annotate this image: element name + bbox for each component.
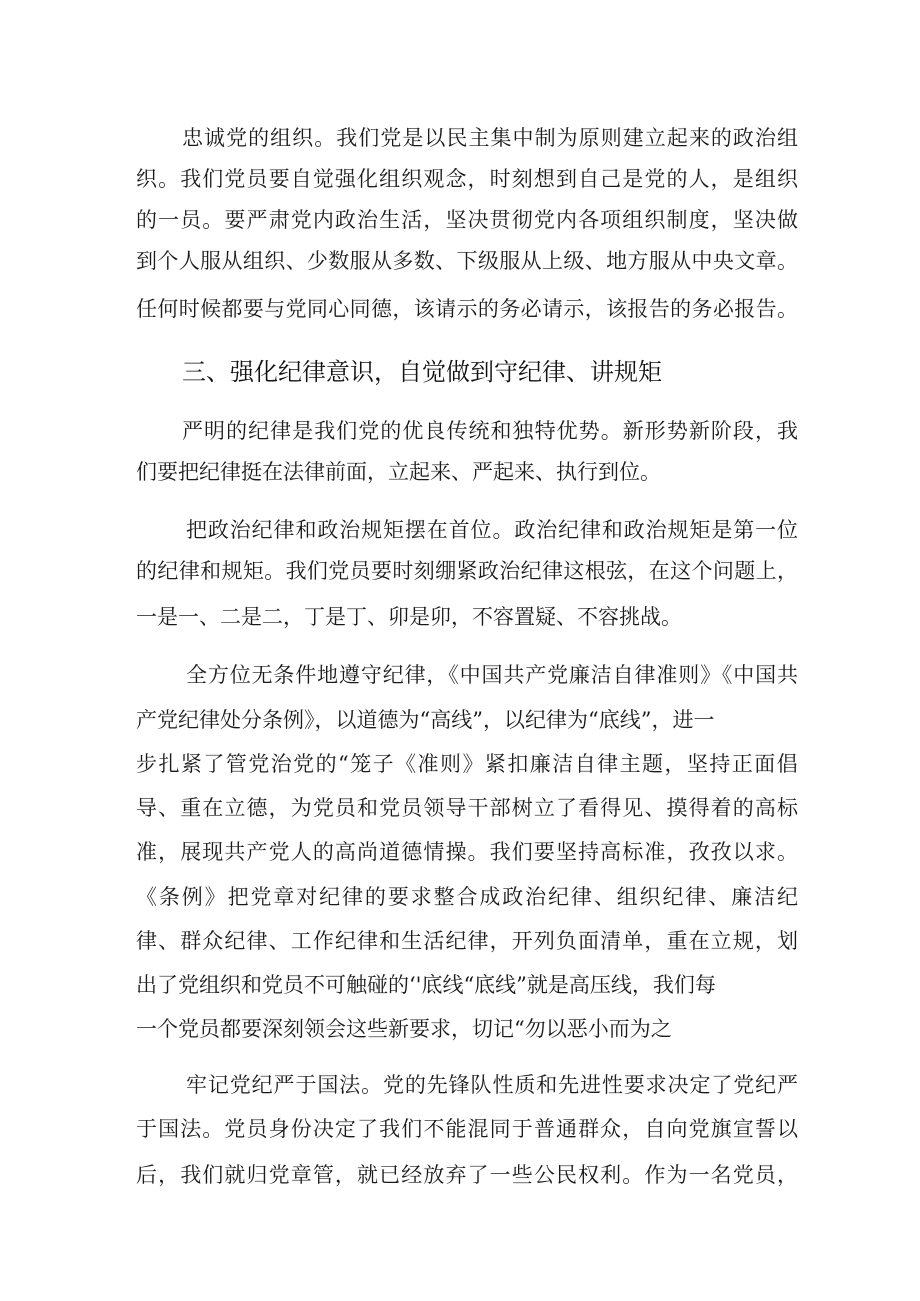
paragraph-3-line: 一是一、二是二，丁是丁、卯是卯，不容置疑、不容挑战。 (136, 605, 682, 629)
paragraph-3-line: 的纪律和规矩。我们党员要时刻绷紧政治纪律这根弦，在这个问题上， (136, 559, 799, 583)
paragraph-2-line: 们要把纪律挺在法律前面，立起来、严起来、执行到位。 (136, 460, 661, 484)
paragraph-4-line: 产党纪律处分条例》，以道德为“高线”，以纪律为“底线”，进一 (136, 708, 715, 732)
paragraph-4-line: 律、群众纪律、工作纪律和生活纪律，开列负面清单，重在立规，划 (136, 929, 800, 953)
section-heading: 三、强化纪律意识，自觉做到守纪律、讲规矩 (182, 358, 662, 386)
paragraph-5-line: 于国法。党员身份决定了我们不能混同于普通群众，自向党旗宣誓以 (136, 1117, 800, 1141)
paragraph-2-line: 严明的纪律是我们党的优良传统和独特优势。新形势新阶段，我 (182, 419, 800, 443)
paragraph-4-line: 步扎紧了管党治党的“笼子《准则》紧扣廉洁自律主题，坚持正面倡 (136, 752, 800, 776)
paragraph-4-line: 导、重在立德，为党员和党员领导干部树立了看得见、摸得着的高标 (136, 796, 800, 820)
paragraph-4-line: 全方位无条件地遵守纪律，《中国共产党廉洁自律准则》《中国共 (186, 663, 799, 687)
paragraph-4-line: 一个党员都要深刻领会这些新要求，切记“勿以恶小而为之 (136, 1017, 672, 1041)
paragraph-4-line: 《条例》把党章对纪律的要求整合成政治纪律、组织纪律、廉洁纪 (136, 885, 800, 909)
paragraph-1-line: 忠诚党的组织。我们党是以民主集中制为原则建立起来的政治组 (182, 126, 800, 150)
paragraph-1-line: 织。我们党员要自觉强化组织观念，时刻想到自己是党的人，是组织 (136, 167, 800, 191)
paragraph-5-line: 牢记党纪严于国法。党的先锋队性质和先进性要求决定了党纪严 (186, 1073, 799, 1097)
paragraph-3-line: 把政治纪律和政治规矩摆在首位。政治纪律和政治规矩是第一位 (186, 518, 799, 542)
paragraph-1-line: 任何时候都要与党同心同德，该请示的务必请示，该报告的务必报告。 (136, 297, 799, 321)
paragraph-5-line: 后，我们就归党章管，就已经放弃了一些公民权利。作为一名党员， (136, 1163, 800, 1187)
paragraph-4-line: 出了党组织和党员不可触碰的‘'底线“底线”就是高压线，我们每 (136, 973, 716, 997)
paragraph-1-line: 到个人服从组织、少数服从多数、下级服从上级、地方服从中央文章。 (136, 249, 799, 273)
paragraph-1-line: 的一员。要严肃党内政治生活，坚决贯彻党内各项组织制度，坚决做 (136, 208, 800, 232)
paragraph-4-line: 准，展现共产党人的高尚道德情操。我们要坚持高标准，孜孜以求。 (136, 840, 800, 864)
